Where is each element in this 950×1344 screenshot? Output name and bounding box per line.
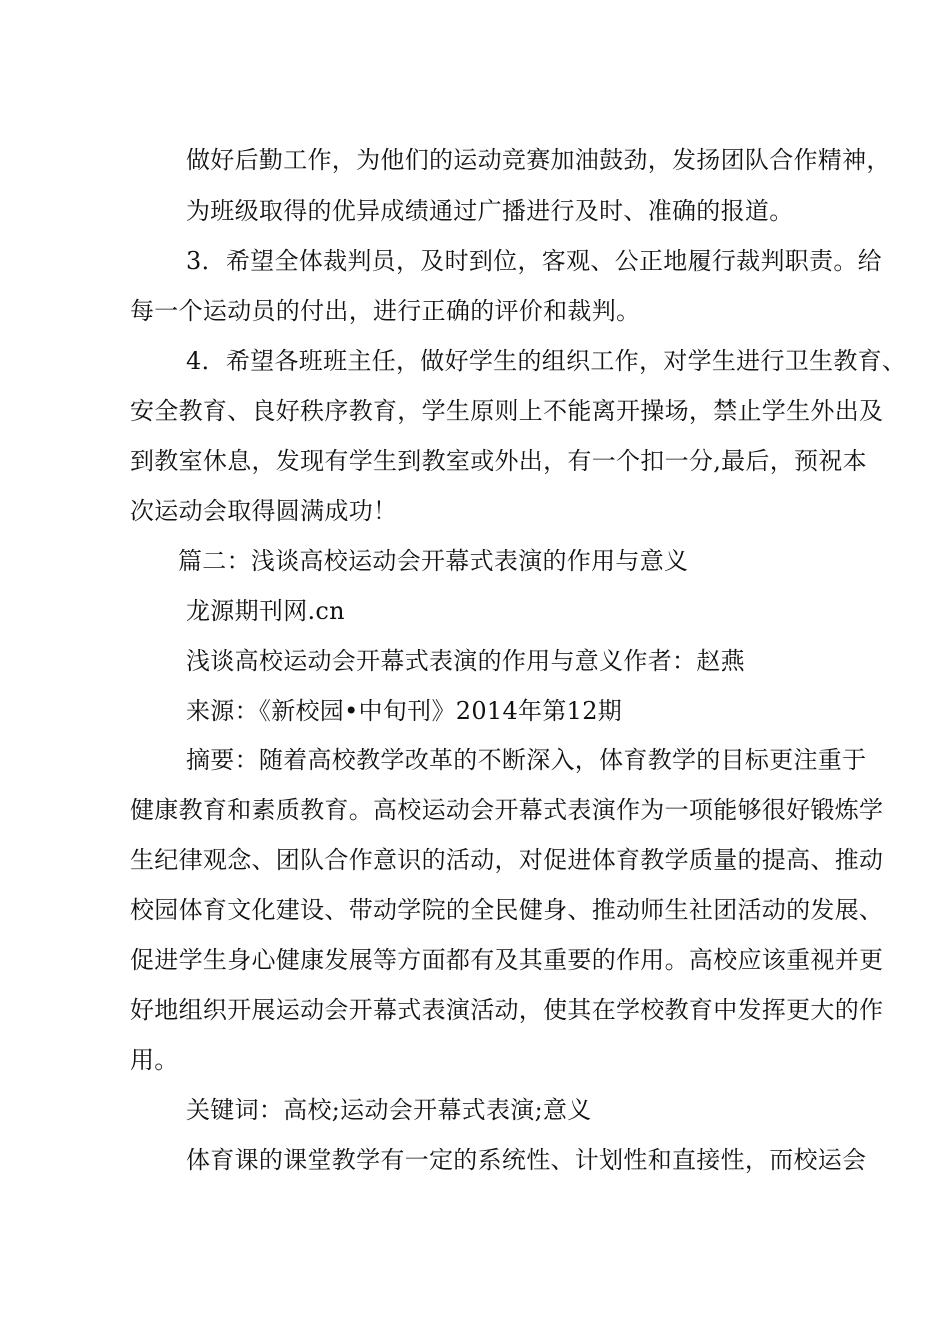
paragraph-line: 安全教育、良好秩序教育，学生原则上不能离开操场，禁止学生外出及 bbox=[130, 397, 884, 425]
abstract-line: 校园体育文化建设、带动学院的全民健身、推动师生社团活动的发展、 bbox=[130, 896, 884, 924]
paragraph-line: 做好后勤工作，为他们的运动竞赛加油鼓劲，发扬团队合作精神， bbox=[186, 146, 891, 174]
paragraph-line: 为班级取得的优异成绩通过广播进行及时、准确的报道。 bbox=[186, 197, 794, 225]
paragraph-line: 体育课的课堂教学有一定的系统性、计划性和直接性，而校运会 bbox=[186, 1146, 867, 1174]
article-title-author: 浅谈高校运动会开幕式表演的作用与意义作者：赵燕 bbox=[186, 647, 745, 675]
section-heading: 篇二：浅谈高校运动会开幕式表演的作用与意义 bbox=[178, 547, 689, 575]
paragraph-line: 每一个运动员的付出，进行正确的评价和裁判。 bbox=[130, 297, 641, 325]
source-site: 龙源期刊网.cn bbox=[186, 597, 345, 625]
abstract-line: 用。 bbox=[130, 1046, 179, 1074]
abstract-line: 健康教育和素质教育。高校运动会开幕式表演作为一项能够很好锻炼学 bbox=[130, 796, 884, 824]
paragraph-line: 到教室休息，发现有学生到教室或外出，有一个扣一分,最后，预祝本 bbox=[130, 447, 867, 475]
paragraph-line: 次运动会取得圆满成功！ bbox=[130, 497, 398, 525]
paragraph-line: 3．希望全体裁判员，及时到位，客观、公正地履行裁判职责。给 bbox=[186, 247, 882, 275]
article-source: 来源：《新校园•中旬刊》2014年第12期 bbox=[186, 697, 623, 725]
paragraph-line: 4．希望各班班主任，做好学生的组织工作，对学生进行卫生教育、 bbox=[186, 347, 907, 375]
abstract-line: 促进学生身心健康发展等方面都有及其重要的作用。高校应该重视并更 bbox=[130, 946, 884, 974]
abstract-line: 摘要：随着高校教学改革的不断深入，体育教学的目标更注重于 bbox=[186, 746, 867, 774]
abstract-line: 生纪律观念、团队合作意识的活动，对促进体育教学质量的提高、推动 bbox=[130, 846, 884, 874]
abstract-line: 好地组织开展运动会开幕式表演活动，使其在学校教育中发挥更大的作 bbox=[130, 996, 884, 1024]
keywords-line: 关键词：高校;运动会开幕式表演;意义 bbox=[186, 1096, 592, 1124]
